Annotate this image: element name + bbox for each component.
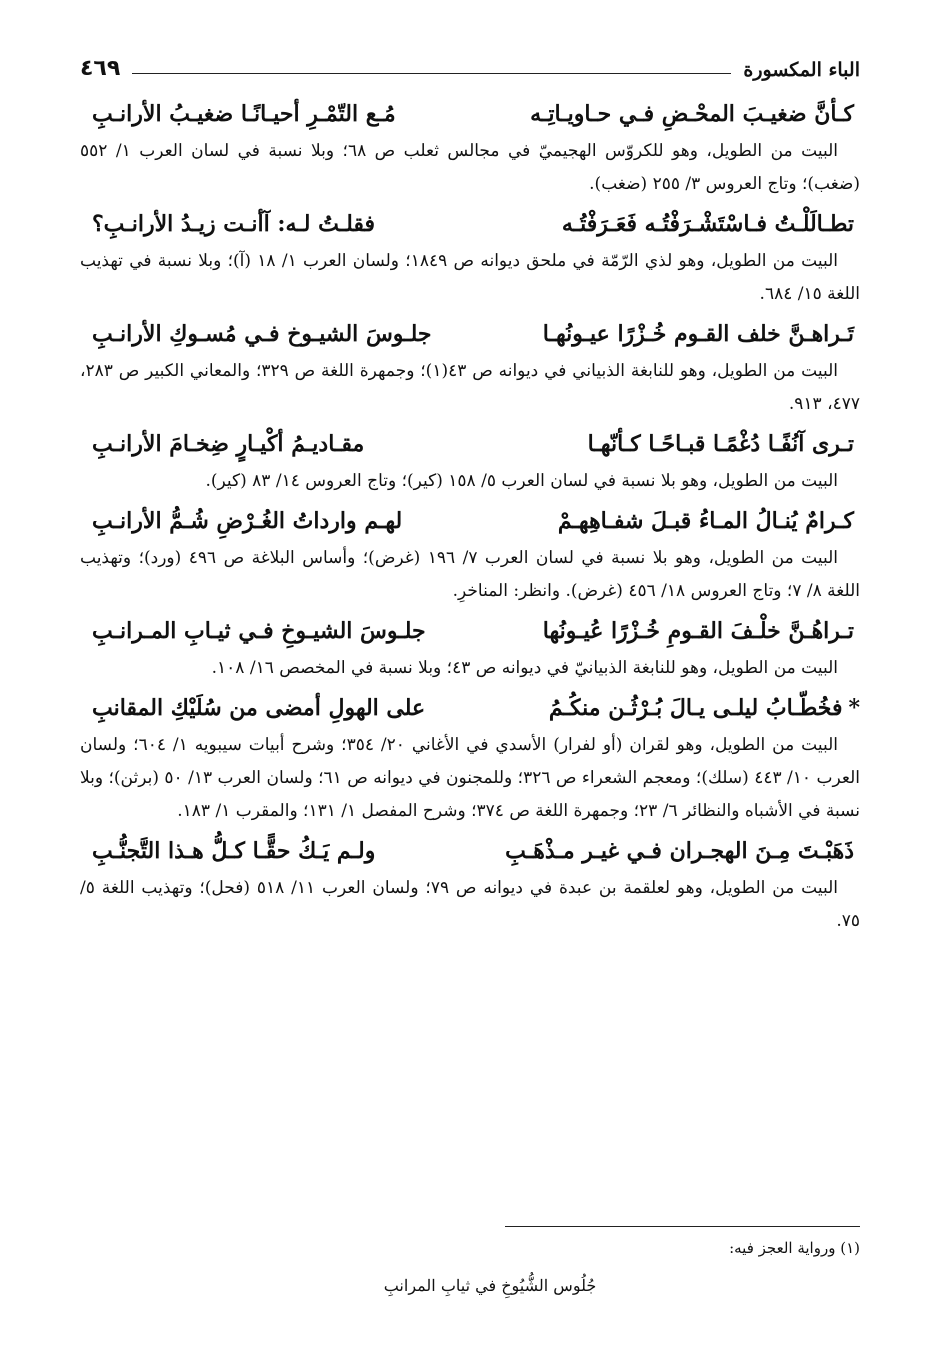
commentary: البيت من الطويل، وهو لعلقمة بن عبدة في ديوانه ص ٧٩؛ ولسان العرب ١١/ ٥١٨ (فحل)؛ وتهذيب اللغة ٥/ ٧٥. bbox=[80, 878, 860, 931]
first-hemistich bbox=[530, 93, 860, 135]
footnote-verse: جُلُوس الشُّيُوخِ في ثيابِ المرانبِ bbox=[383, 1276, 597, 1295]
commentary: البيت من الطويل، وهو لقران (أو لفرار) الأسدي في الأغاني ٢٠/ ٣٥٤؛ وشرح أبيات سيبويه ١/ ٦٠٤؛ ولسان العرب ١٠/ ٤٤٣ (سلك)؛ ومعجم الشعراء ص ٣٢٦؛ وللمجنون في ديوانه ص ٦١؛ ولسان العرب ١٣/ ٥٠ (برثن)؛ وبلا نسبة في الأشباه والنظائر ٦/ ٢٣؛ وجمهرة اللغة ص ٣٧٤؛ وشرح المفصل ١/ ١٣١؛ والمقرب ١/ ١٨٣. bbox=[80, 735, 860, 821]
commentary: البيت من الطويل، وهو بلا نسبة في لسان العرب ٥/ ١٥٨ (كير)؛ وتاج العروس ١٤/ ٨٣ (كير). bbox=[205, 471, 838, 491]
first-hemistich bbox=[549, 687, 860, 729]
first-hemistich-text: تـرى آنُفًـا دُغْمًـا قبـاحًـا كـأنّهـا bbox=[587, 431, 854, 457]
first-hemistich-text: كـأنَّ ضغيـبَ المحْـضِ فـي حـاويـاتِـه bbox=[530, 101, 854, 127]
entry bbox=[80, 313, 860, 421]
first-hemistich-text: تـراهُـنَّ خلْـفَ القـومِ خُـزْرًا عُيـونُها bbox=[542, 618, 854, 644]
first-hemistich bbox=[558, 500, 860, 542]
verse-line bbox=[80, 423, 860, 465]
first-hemistich-text: كـرامٌ يُنـالُ المـاءُ قبـلَ شفـاهِهـمْ bbox=[557, 508, 854, 534]
verse-line bbox=[80, 500, 860, 542]
first-hemistich-text: ذَهَبْـتَ مِـنَ الهجـران فـي غيـر مـذْهَـبِ bbox=[505, 838, 854, 864]
first-hemistich-text: تطـالَلْـتُ فـاسْتَشْـرَفْتُـه فَعَـرَفْتُـه bbox=[561, 211, 854, 237]
footnote-rule bbox=[505, 1226, 860, 1227]
first-hemistich bbox=[562, 203, 860, 245]
page-number: ٤٦٩ bbox=[80, 56, 121, 81]
second-hemistich: على الهولِ أمضى من سُلَيْكِ المقانبِ bbox=[92, 695, 426, 721]
second-hemistich: فقلـتُ لـه: آأنـت زيـدُ الأرانـبِ؟ bbox=[92, 211, 376, 237]
verse-line bbox=[80, 93, 860, 135]
entry bbox=[80, 610, 860, 685]
header-rule bbox=[132, 73, 731, 74]
commentary: البيت من الطويل، وهو للنابغة الذبيانيّ في ديوانه ص ٤٣؛ وبلا نسبة في المخصص ١٦/ ١٠٨. bbox=[211, 658, 838, 678]
second-hemistich: مُـع التّمْـرِ أحيـانًـا ضغيـبُ الأرانـبِ bbox=[92, 101, 396, 127]
verse-entries bbox=[80, 93, 860, 940]
commentary: البيت من الطويل، وهو للكروّس الهجيميّ في مجالس ثعلب ص ٦٨؛ وبلا نسبة في لسان العرب ١/ ٥٥٢ (ضغب)؛ وتاج العروس ٣/ ٢٥٥ (ضغب). bbox=[80, 141, 860, 194]
commentary: البيت من الطويل، وهو بلا نسبة في لسان العرب ٧/ ١٩٦ (غرض)؛ وأساس البلاغة ص ٤٩٦ (ورد)؛ وتهذيب اللغة ٨/ ٧؛ وتاج العروس ١٨/ ٤٥٦ (غرض). وانظر: المناخرِ. bbox=[80, 548, 860, 601]
first-hemistich-text: تَـراهـنَّ خلف القـوم خُـزْرًا عيـونُهـا bbox=[542, 321, 854, 347]
second-hemistich: لهـم وارداتُ الغُـرْضِ شُـمُّ الأرانـبِ bbox=[92, 508, 403, 534]
first-hemistich bbox=[543, 610, 860, 652]
first-hemistich bbox=[505, 830, 860, 872]
entry bbox=[80, 830, 860, 938]
commentary: البيت من الطويل، وهو لذي الرّمّة في ملحق ديوانه ص ١٨٤٩؛ ولسان العرب ١/ ١٨ (آ)؛ وبلا نسبة في تهذيب اللغة ١٥/ ٦٨٤. bbox=[80, 251, 860, 304]
footnote-text: (١) ورواية العجز فيه: bbox=[729, 1239, 860, 1257]
commentary: البيت من الطويل، وهو للنابغة الذبياني في ديوانه ص ٤٣(١)؛ وجمهرة اللغة ص ٣٢٩؛ والمعاني الكبير ص ٢٨٣، ٤٧٧، ٩١٣. bbox=[80, 361, 860, 414]
verse-line bbox=[80, 610, 860, 652]
running-title: الباء المكسورة bbox=[743, 59, 860, 81]
second-hemistich: ولـم يَـكُ حقًّـا كـلُّ هـذا التَّجنُّـبِ bbox=[92, 838, 376, 864]
first-hemistich bbox=[543, 313, 860, 355]
verse-line bbox=[80, 830, 860, 872]
entry bbox=[80, 687, 860, 828]
second-hemistich: جلـوسَ الشيـوخ فـي مُسـوكِ الأرانـبِ bbox=[92, 321, 432, 347]
verse-line bbox=[80, 313, 860, 355]
verse-line bbox=[80, 203, 860, 245]
first-hemistich-text: فخُطّـابُ ليلـى يـالَ بُـرْثُـن منكُـمُ bbox=[548, 695, 843, 721]
entry bbox=[80, 500, 860, 608]
star-marker: * bbox=[848, 695, 860, 721]
second-hemistich: جلـوسَ الشيـوخِ فـي ثيـابِ المـرانـبِ bbox=[92, 618, 426, 644]
entry bbox=[80, 423, 860, 498]
entry bbox=[80, 203, 860, 311]
verse-line bbox=[80, 687, 860, 729]
first-hemistich bbox=[588, 423, 860, 465]
entry bbox=[80, 93, 860, 201]
page-header bbox=[80, 40, 860, 80]
footnote bbox=[80, 1236, 860, 1298]
second-hemistich: مقـاديـمُ أكْيـارٍ ضِخـامَ الأرانـبِ bbox=[92, 431, 365, 457]
